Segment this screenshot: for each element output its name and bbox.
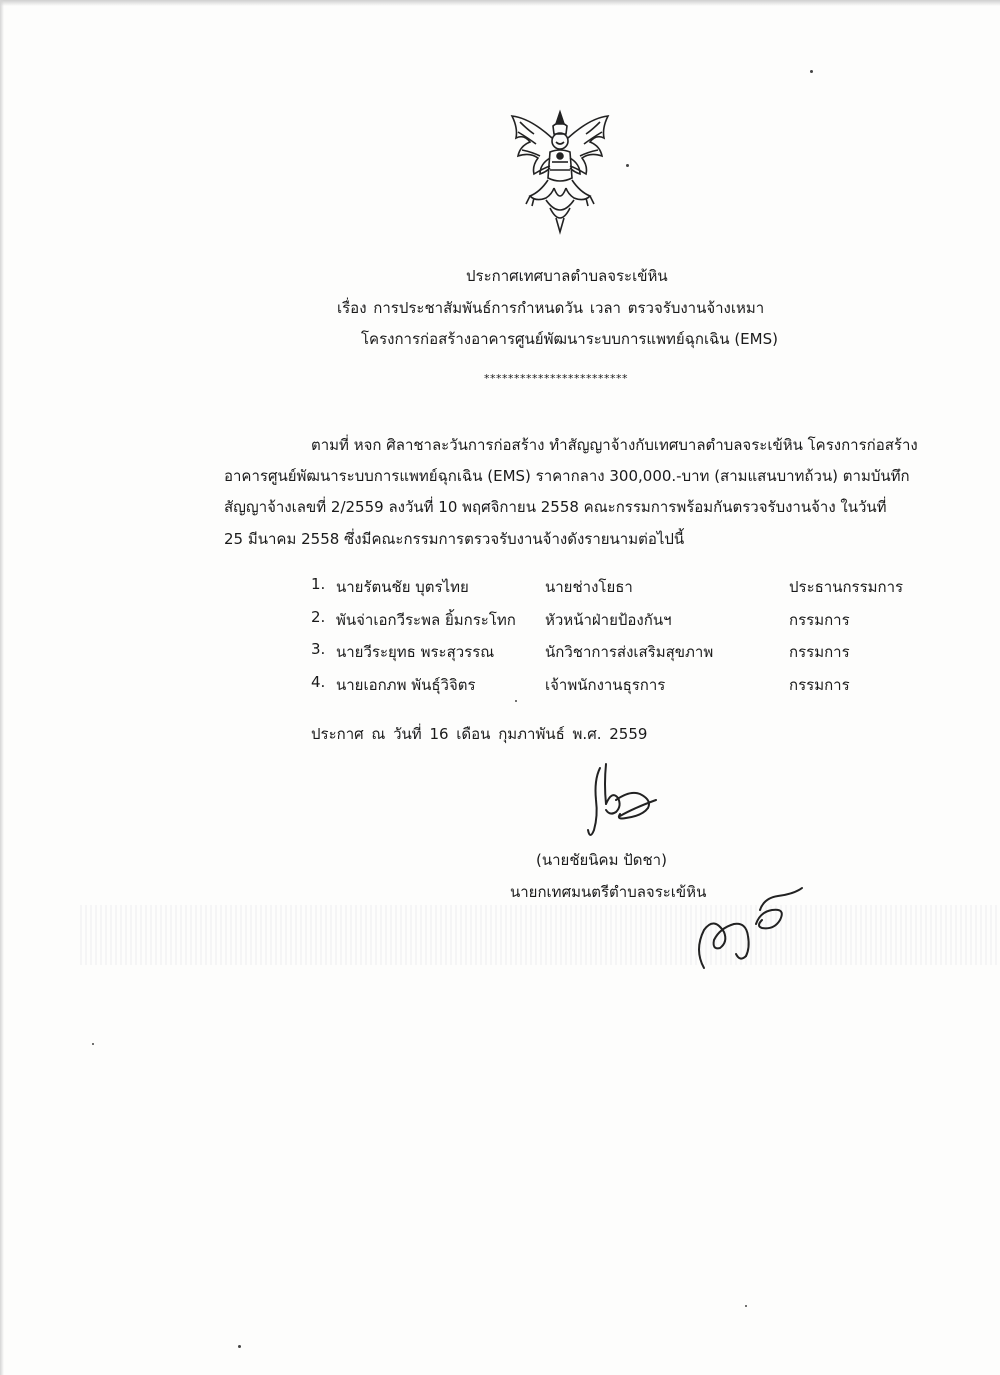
announcement-date: ประกาศ ณ วันที่ 16 เดือน กุมภาพันธ์ พ.ศ. 2559 (311, 725, 648, 743)
garuda-emblem-icon (500, 108, 620, 236)
committee-member-role: กรรมการ (789, 676, 850, 694)
scan-edge-top (0, 0, 1000, 6)
signer-name: (นายชัยนิคม ปัดชา) (536, 851, 667, 869)
divider-stars: ************************ (484, 372, 628, 385)
scan-speck (92, 1043, 94, 1045)
body-line-4: 25 มีนาคม 2558 ซึ่งมีคณะกรรมการตรวจรับงานจ้างดังรายนามต่อไปนี้ (224, 530, 685, 548)
scan-speck (745, 1305, 747, 1307)
project-title: โครงการก่อสร้างอาคารศูนย์พัฒนาระบบการแพทย์ฉุกเฉิน (EMS) (361, 330, 778, 348)
scan-edge-left (0, 0, 4, 1375)
committee-number: 3. (311, 640, 326, 658)
committee-member-name: นายรัตนชัย บุตรไทย (336, 578, 469, 596)
announcement-subject: เรื่อง การประชาสัมพันธ์การกำหนดวัน เวลา ตรวจรับงานจ้างเหมา (337, 299, 765, 317)
committee-member-role: ประธานกรรมการ (789, 578, 904, 596)
scan-artifact-band (80, 905, 1000, 965)
scan-speck (626, 164, 629, 167)
handwritten-initials-icon (690, 880, 810, 975)
committee-member-name: พันจ่าเอกวีระพล ยิ้มกระโทก (336, 611, 516, 629)
handwritten-signature-icon (560, 760, 670, 855)
committee-number: 2. (311, 608, 326, 626)
committee-number: 4. (311, 673, 326, 691)
body-line-2: อาคารศูนย์พัฒนาระบบการแพทย์ฉุกเฉิน (EMS) ราคากลาง 300,000.-บาท (สามแสนบาทถ้วน) ตามบันทึก (224, 467, 910, 485)
scan-speck (515, 700, 517, 702)
signer-title: นายกเทศมนตรีตำบลจระเข้หิน (510, 883, 707, 901)
scan-speck (238, 1345, 241, 1348)
committee-member-name: นายเอกภพ พันธุ์วิจิตร (336, 676, 476, 694)
scan-speck (810, 70, 813, 73)
announcement-issuer: ประกาศเทศบาลตำบลจระเข้หิน (466, 267, 668, 285)
committee-member-position: เจ้าพนักงานธุรการ (545, 676, 666, 694)
committee-member-position: นายช่างโยธา (545, 578, 633, 596)
body-line-1: ตามที่ หจก ศิลาชาละวันการก่อสร้าง ทำสัญญาจ้างกับเทศบาลตำบลจระเข้หิน โครงการก่อสร้าง (311, 436, 918, 454)
committee-member-role: กรรมการ (789, 611, 850, 629)
committee-member-position: นักวิชาการส่งเสริมสุขภาพ (545, 643, 714, 661)
committee-member-position: หัวหน้าฝ่ายป้องกันฯ (545, 611, 672, 629)
committee-number: 1. (311, 575, 326, 593)
body-line-3: สัญญาจ้างเลขที่ 2/2559 ลงวันที่ 10 พฤศจิกายน 2558 คณะกรรมการพร้อมกันตรวจรับงานจ้าง ในวันที่ (224, 498, 887, 516)
committee-member-name: นายวีระยุทธ พระสุวรรณ (336, 643, 495, 661)
committee-member-role: กรรมการ (789, 643, 850, 661)
